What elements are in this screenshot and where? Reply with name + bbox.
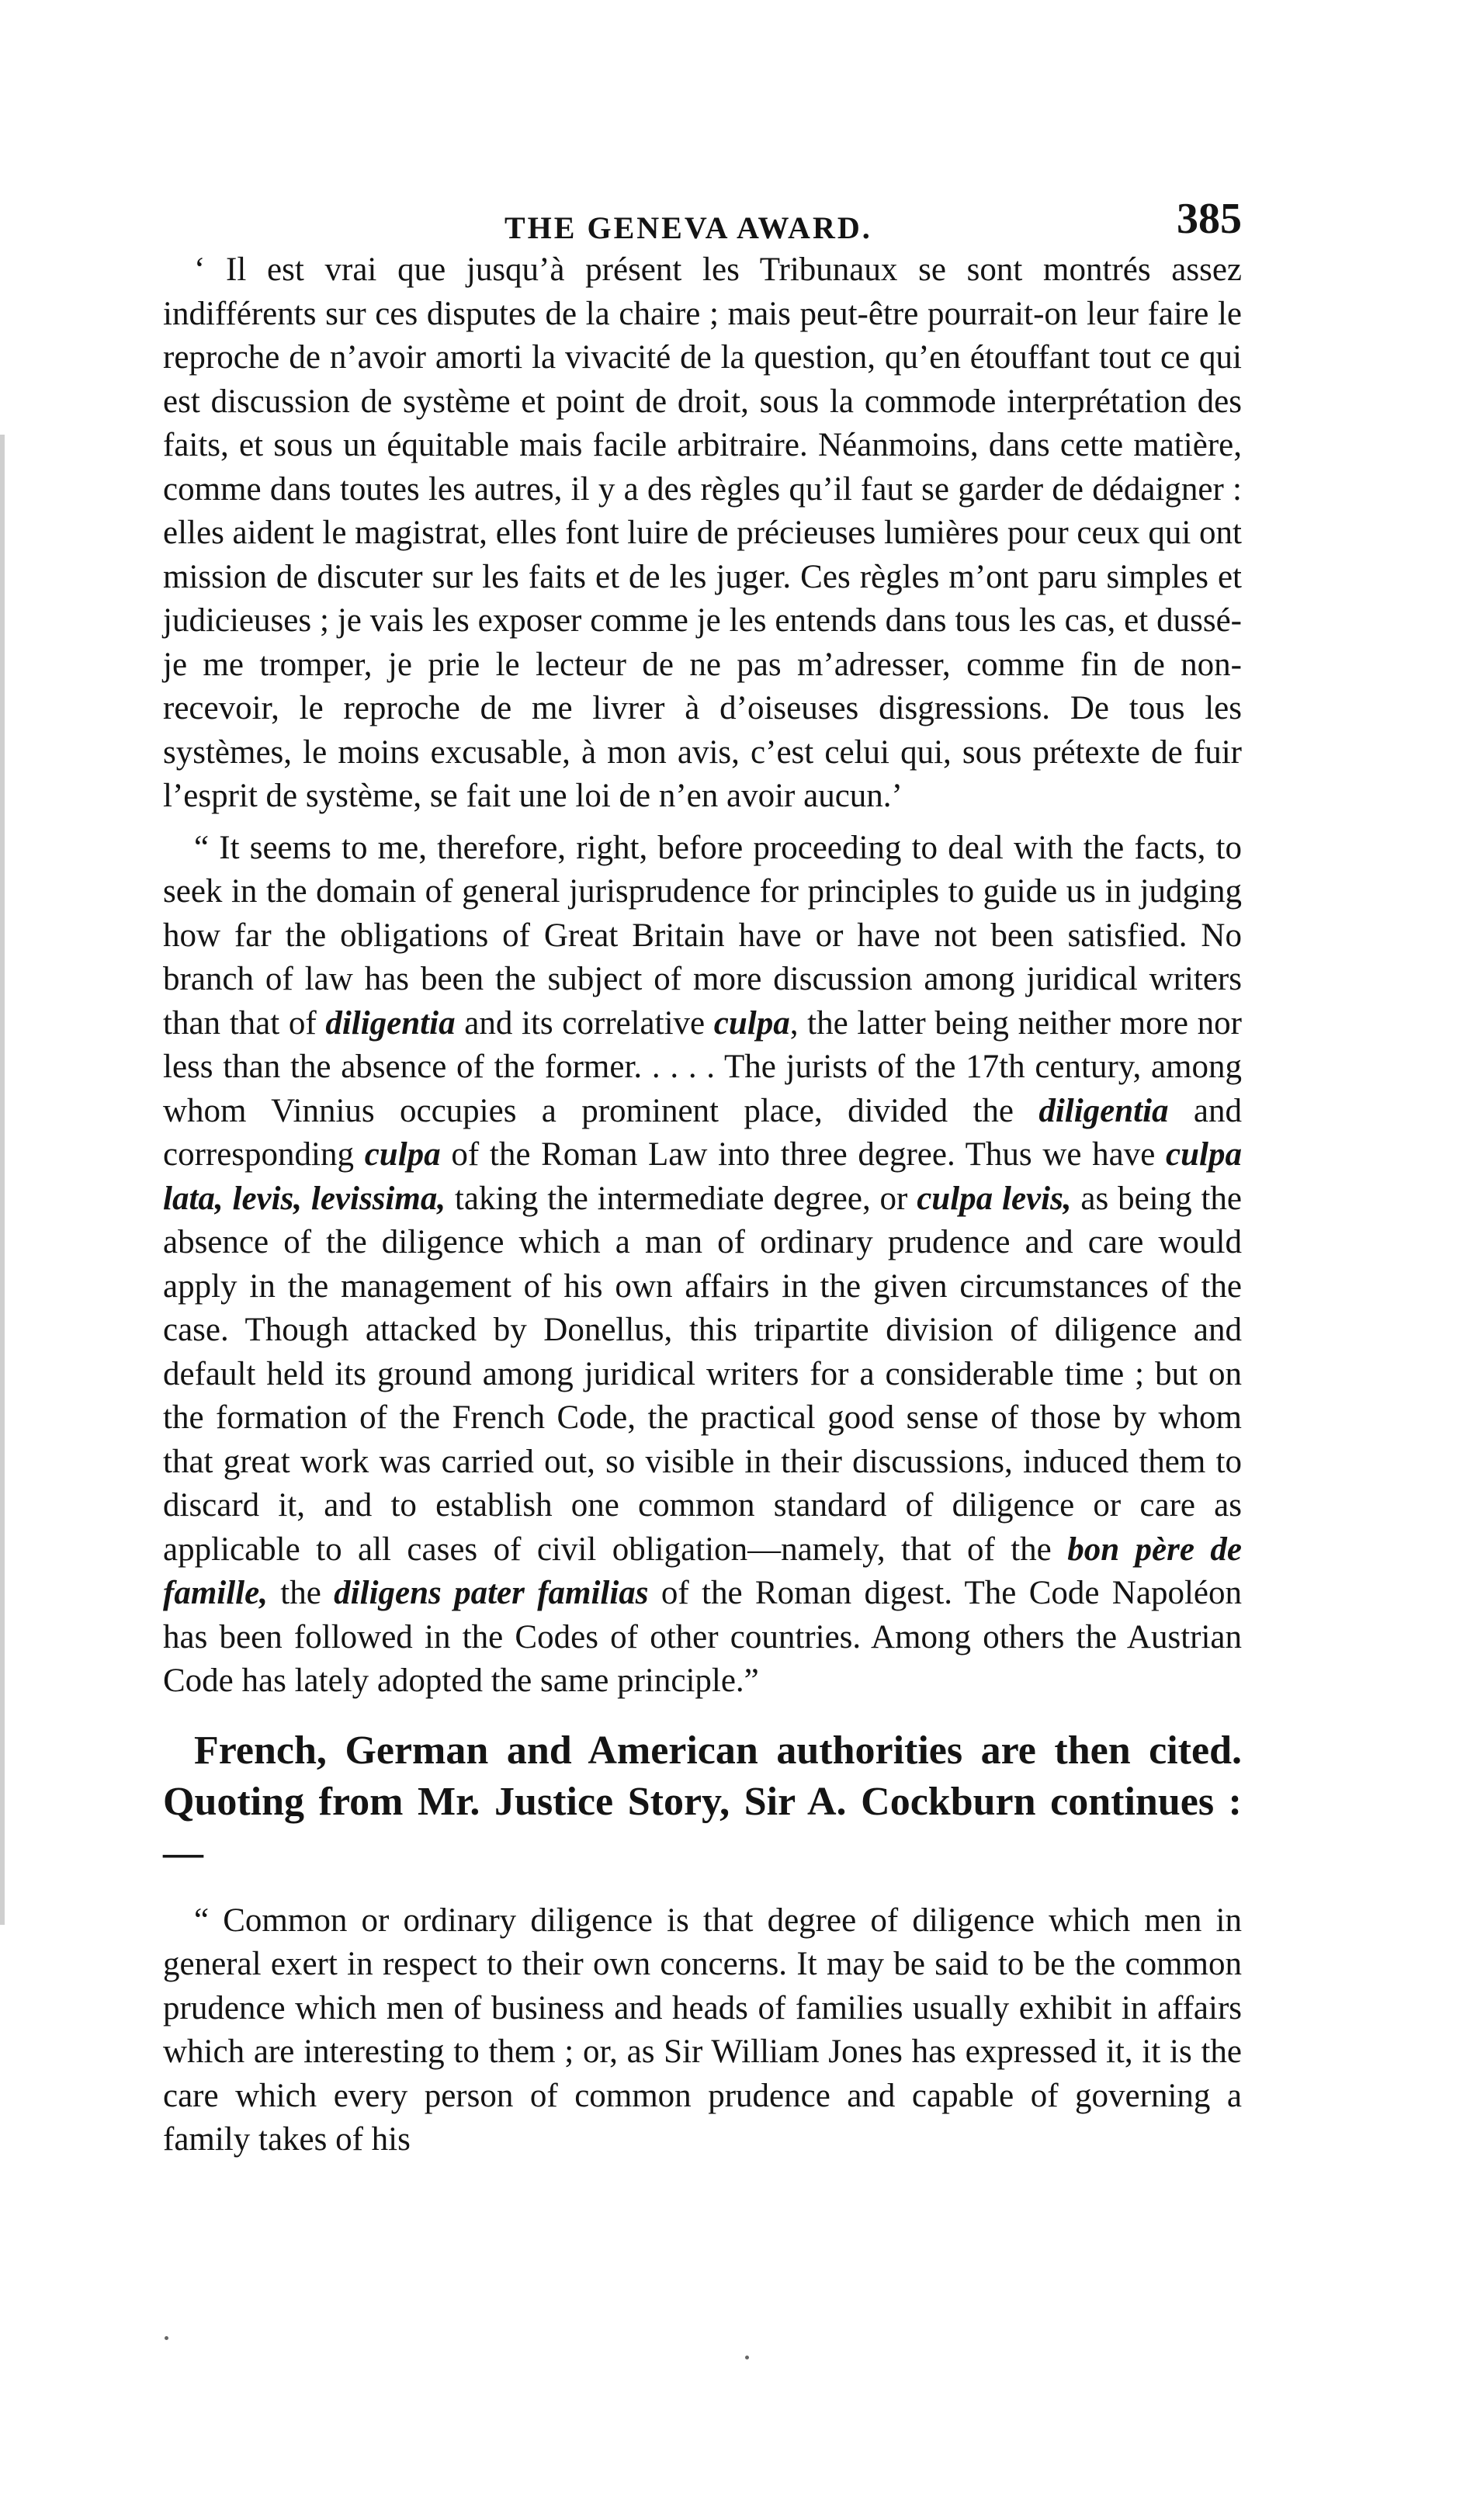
text-segment: the (267, 1575, 335, 1611)
italic-term: culpa (364, 1136, 441, 1173)
italic-term: diligens pater familias (334, 1575, 649, 1611)
story-quotation-paragraph: “ Common or ordinary diligence is that degree of diligence which men in general exert in respect to their own concerns. It may be said to be the common prudence which men of business and heads of families usually exhibit in affairs which are interesting to them ; or, as Sir William Jones has expressed it, it is the care which every person of common prudence and capable of governing a family takes of his (163, 1902, 1242, 2158)
french-quotation-paragraph (163, 248, 1242, 819)
scan-left-edge (0, 435, 5, 1925)
cockburn-quotation-paragraph (163, 827, 1242, 1704)
italic-term: diligentia (1038, 1092, 1169, 1129)
summary-paragraph: French, German and American authorities are then cited. Quoting from Mr. Justice Story, Sir A. Cockburn continues :— (163, 1728, 1242, 1875)
page-header (163, 155, 1242, 248)
text-segment: and corresponding (163, 1092, 1242, 1173)
page-number: 385 (1177, 195, 1242, 243)
text-segment: of the Roman Law into three degree. Thus we have (440, 1136, 1167, 1173)
scan-speck (165, 2336, 168, 2340)
text-segment: as being the absence of the diligence which a man of ordinary prudence and care would apply in the management of his own affairs in the given circumstances of the case. Though attacked by Donellus, this tripartite division of diligence and default held its ground among juridical writers for a considerable time ; but on the formation of the French Code, the practical good sense of those by whom that great work was carried out, so visible in their discussions, induced them to discard it, and to establish one common standard of diligence or care as applicable to all cases of civil obligation—namely, that of the (163, 1180, 1242, 1568)
text-segment: of the Roman digest. The Code Napoléon has been followed in the Codes of other countries. Among others the Austrian Code has lately adopted the same principle.” (163, 1575, 1242, 1699)
book-page (163, 155, 1242, 2162)
scan-speck (745, 2356, 749, 2359)
italic-term: culpa (713, 1004, 790, 1042)
italic-term: culpa levis, (917, 1180, 1072, 1217)
text-segment: , the latter being neither more nor less than the absence of the former. . . . . The jurists of the 17th century, among whom Vinnius occupies a prominent place, divided the (163, 1004, 1242, 1129)
italic-term: culpa lata, levis, levissima, (163, 1136, 1242, 1217)
text-segment: taking the intermediate degree, or (446, 1180, 917, 1217)
text-segment: and its correlative (455, 1004, 714, 1042)
running-title: THE GENEVA AWARD. (504, 210, 872, 245)
italic-term: diligentia (325, 1004, 456, 1042)
text-segment: ‘ Il est vrai que jusqu’à présent les Tribunaux se sont montrés assez indifférents sur ces disputes de la chaire ; mais peut-être pourrait-on leur faire le reproche de n’avoir amorti la vivacité de la question, qu’en étouffant tout ce qui est discussion de système et point de droit, sous la commode interprétation des faits, et sous un équitable mais facile arbitraire. Néanmoins, dans cette matière, comme dans toutes les autres, il y a des règles qu’il faut se garder de dédaigner : elles aident le magistrat, elles font luire de précieuses lumières pour ceux qui ont mission de discuter sur les faits et de les juger. Ces règles m’ont paru simples et judicieuses ; je vais les exposer comme je les entends dans tous les cas, et dussé-je me tromper, je prie le lecteur de ne pas m’adresser, comme fin de non-recevoir, le reproche de me livrer à d’oiseuses disgressions. De tous les systèmes, le moins excusable, à mon avis, c’est celui qui, sous prétexte de fuir l’esprit de système, se fait une loi de n’en avoir aucun.’ (163, 251, 1242, 814)
text-segment: “ It seems to me, therefore, right, before proceeding to deal with the facts, to seek in the domain of general jurisprudence for principles to guide us in judging how far the obligations of Great Britain have or have not been satisfied. No branch of law has been the subject of more discussion among juridical writers than that of (163, 829, 1242, 1042)
italic-term: bon père de famille, (163, 1531, 1242, 1611)
